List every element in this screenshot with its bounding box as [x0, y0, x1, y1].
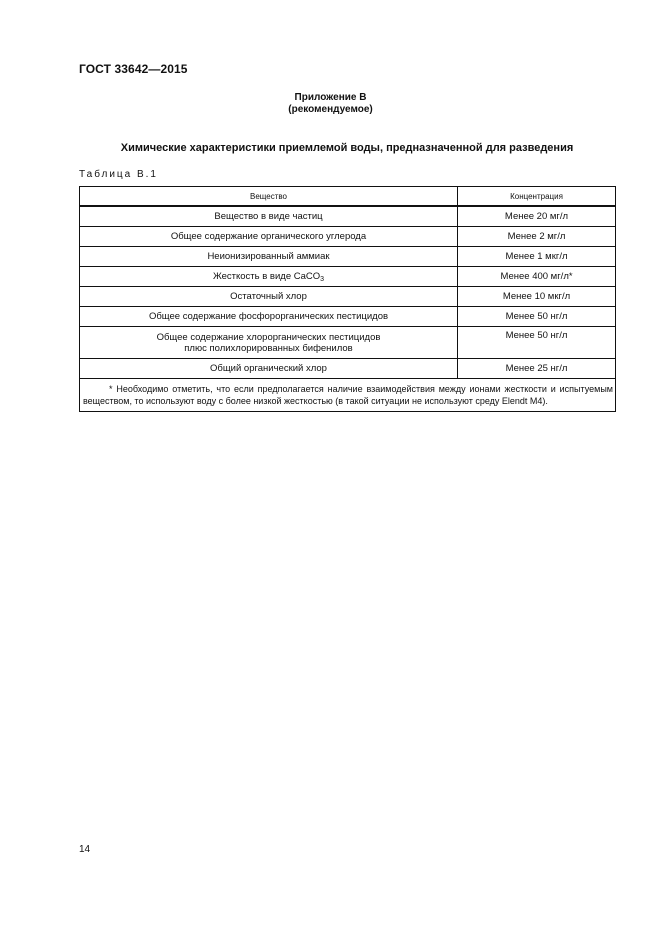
- header-concentration: Концентрация: [458, 187, 616, 207]
- cell-substance: Неионизированный аммиак: [80, 247, 458, 267]
- appendix-title: Приложение В: [294, 92, 367, 103]
- cell-substance: [80, 327, 458, 359]
- table-container: [79, 186, 615, 412]
- cell-substance: Остаточный хлор: [80, 287, 458, 307]
- subscript: 3: [320, 275, 325, 283]
- table-row: [80, 327, 616, 359]
- appendix-subtitle: (рекомендуемое): [288, 104, 373, 115]
- table-row: [80, 227, 616, 247]
- cell-concentration: Менее 20 мг/л: [458, 206, 616, 227]
- cell-substance: Общее содержание органического углерода: [80, 227, 458, 247]
- substance-text: Жесткость в виде CaCO: [212, 270, 321, 282]
- chemical-characteristics-table: [79, 186, 616, 412]
- table-row: [80, 267, 616, 287]
- cell-substance: Вещество в виде частиц: [80, 206, 458, 227]
- substance-line-2: плюс полихлорированных бифенилов: [184, 342, 353, 354]
- cell-concentration: Менее 400 мг/л*: [458, 267, 616, 287]
- table-footnote-row: [80, 379, 616, 412]
- table-row: [80, 287, 616, 307]
- cell-substance: Общий органический хлор: [80, 359, 458, 379]
- section-title: Химические характеристики приемлемой воды, предназначенной для разведения: [120, 142, 574, 154]
- table-row: [80, 247, 616, 267]
- cell-concentration: Менее 25 нг/л: [458, 359, 616, 379]
- cell-concentration: Менее 2 мг/л: [458, 227, 616, 247]
- table-row: [80, 307, 616, 327]
- footnote-text: * Необходимо отметить, что если предполагается наличие взаимодействия между ионами жесткости и испытуемым веществом, то используют воду с более низкой жесткостью (в такой ситуации не используют среду Elendt M4).: [83, 384, 613, 406]
- page-number: 14: [79, 844, 91, 855]
- table-label: Таблица В.1: [79, 169, 158, 180]
- cell-concentration: Менее 50 нг/л: [458, 327, 616, 359]
- cell-concentration: Менее 50 нг/л: [458, 307, 616, 327]
- document-code: ГОСТ 33642—2015: [79, 62, 188, 76]
- cell-concentration: Менее 1 мкг/л: [458, 247, 616, 267]
- cell-concentration: Менее 10 мкг/л: [458, 287, 616, 307]
- table-header-row: [80, 187, 616, 207]
- header-substance: Вещество: [80, 187, 458, 207]
- table-row: [80, 359, 616, 379]
- cell-substance: [80, 267, 458, 287]
- table-footnote: [80, 379, 616, 412]
- table-row: [80, 206, 616, 227]
- cell-substance: Общее содержание фосфорорганических пестицидов: [80, 307, 458, 327]
- substance-line-1: Общее содержание хлорорганических пестицидов: [156, 331, 381, 343]
